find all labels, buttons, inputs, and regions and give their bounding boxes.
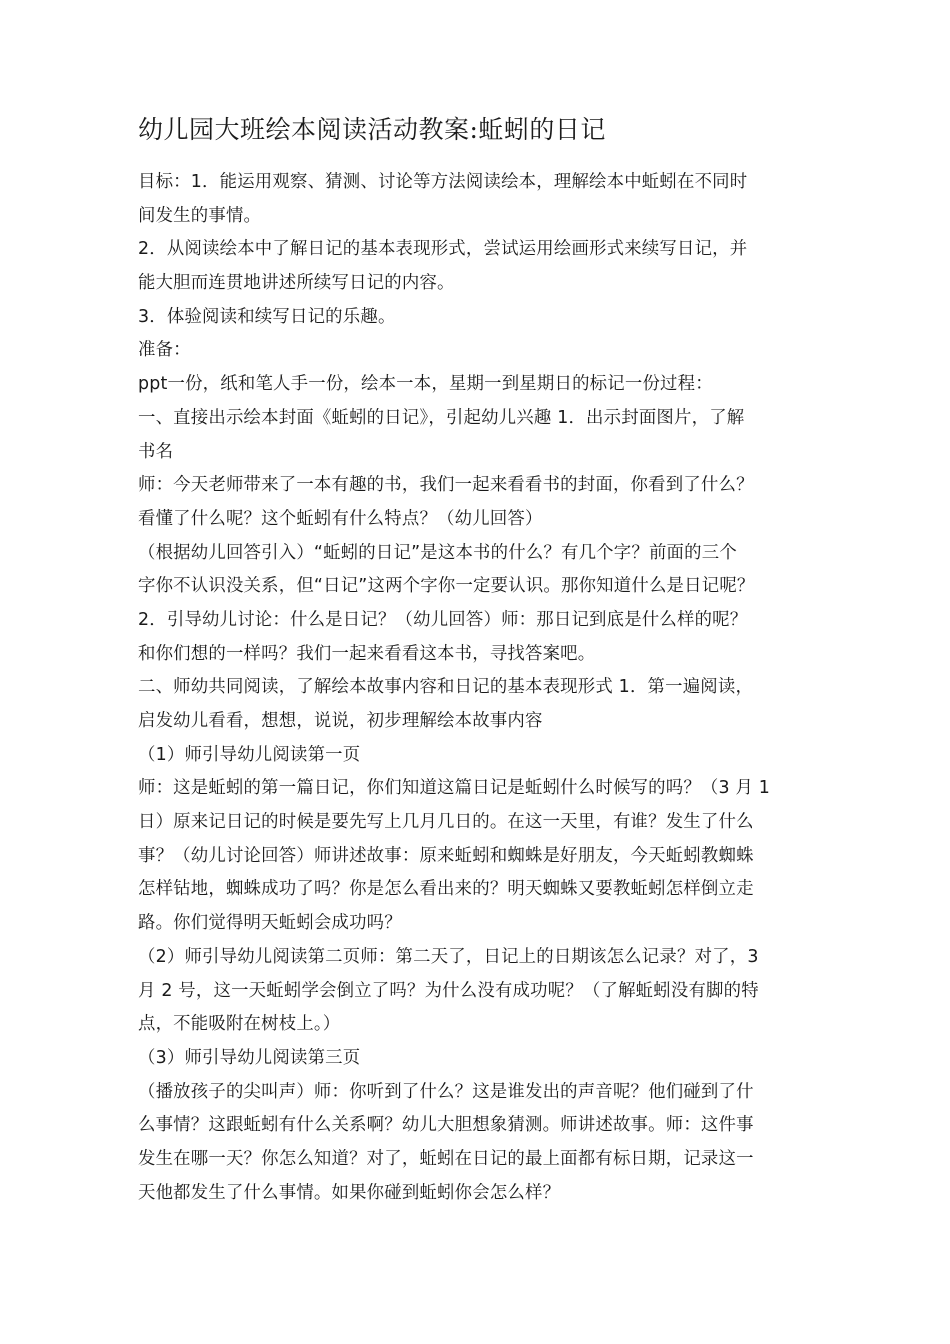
text-line: 么事情？这跟蚯蚓有什么关系啊？幼儿大胆想象猜测。师讲述故事。师：这件事 xyxy=(138,1115,754,1136)
text-line: （2）师引导幼儿阅读第二页师：第二天了，日记上的日期该怎么记录？对了，3 xyxy=(138,946,759,967)
text-line: 怎样钻地，蜘蛛成功了吗？你是怎么看出来的？明天蜘蛛又要教蚯蚓怎样倒立走 xyxy=(138,879,754,900)
text-line: 路。你们觉得明天蚯蚓会成功吗？ xyxy=(138,913,402,934)
document-page xyxy=(138,112,818,1210)
text-line: 师：这是蚯蚓的第一篇日记，你们知道这篇日记是蚯蚓什么时候写的吗？（3 月 1 xyxy=(138,778,771,799)
text-line: 看懂了什么呢？这个蚯蚓有什么特点？（幼儿回答） xyxy=(138,508,543,529)
text-line: 日）原来记日记的时候是要先写上几月几日的。在这一天里，有谁？发生了什么 xyxy=(138,812,754,833)
text-line: 2．引导幼儿讨论：什么是日记？（幼儿回答）师：那日记到底是什么样的呢？ xyxy=(138,609,748,630)
document-title: 幼儿园大班绘本阅读活动教案:蚯蚓的日记 xyxy=(138,115,606,144)
text-line: 发生在哪一天？你怎么知道？对了，蚯蚓在日记的最上面都有标日期，记录这一 xyxy=(138,1148,754,1169)
text-line: 书名 xyxy=(138,441,174,462)
text-line: （根据幼儿回答引入）“蚯蚓的日记”是这本书的什么？有几个字？前面的三个 xyxy=(138,542,737,563)
text-line: （1）师引导幼儿阅读第一页 xyxy=(138,744,361,765)
text-line: 二、师幼共同阅读，了解绘本故事内容和日记的基本表现形式 1．第一遍阅读， xyxy=(138,677,754,698)
text-line: 2．从阅读绘本中了解日记的基本表现形式，尝试运用绘画形式来续写日记，并 xyxy=(138,239,748,260)
text-line: 点，不能吸附在树枝上。） xyxy=(138,1014,341,1035)
text-line: 一、直接出示绘本封面《蚯蚓的日记》，引起幼儿兴趣 1．出示封面图片，了解 xyxy=(138,407,745,428)
text-line: ppt一份，纸和笔人手一份，绘本一本，星期一到星期日的标记一份过程： xyxy=(138,374,713,395)
text-line: 目标：1．能运用观察、猜测、讨论等方法阅读绘本，理解绘本中蚯蚓在不同时 xyxy=(138,172,748,192)
text-line: 天他都发生了什么事情。如果你碰到蚯蚓你会怎么样？ xyxy=(138,1182,561,1203)
text-line: 和你们想的一样吗？我们一起来看看这本书，寻找答案吧。 xyxy=(138,643,596,664)
text-line: （播放孩子的尖叫声）师：你听到了什么？这是谁发出的声音呢？他们碰到了什 xyxy=(138,1081,754,1102)
text-line: （3）师引导幼儿阅读第三页 xyxy=(138,1047,361,1068)
text-line: 3．体验阅读和续写日记的乐趣。 xyxy=(138,306,396,327)
text-line: 事？（幼儿讨论回答）师讲述故事：原来蚯蚓和蜘蛛是好朋友，今天蚯蚓教蜘蛛 xyxy=(138,845,754,866)
text-line: 间发生的事情。 xyxy=(138,205,262,226)
text-line: 师：今天老师带来了一本有趣的书，我们一起来看看书的封面，你看到了什么？ xyxy=(138,475,754,496)
text-line: 月 2 号，这一天蚯蚓学会倒立了吗？为什么没有成功呢？（了解蚯蚓没有脚的特 xyxy=(138,980,759,1001)
text-line: 准备： xyxy=(138,340,191,361)
document-body xyxy=(138,166,818,1210)
text-line: 能大胆而连贯地讲述所续写日记的内容。 xyxy=(138,273,455,294)
text-line: 启发幼儿看看，想想，说说，初步理解绘本故事内容 xyxy=(138,711,543,731)
text-line: 字你不认识没关系，但“日记”这两个字你一定要认识。那你知道什么是日记呢？ xyxy=(138,576,755,597)
